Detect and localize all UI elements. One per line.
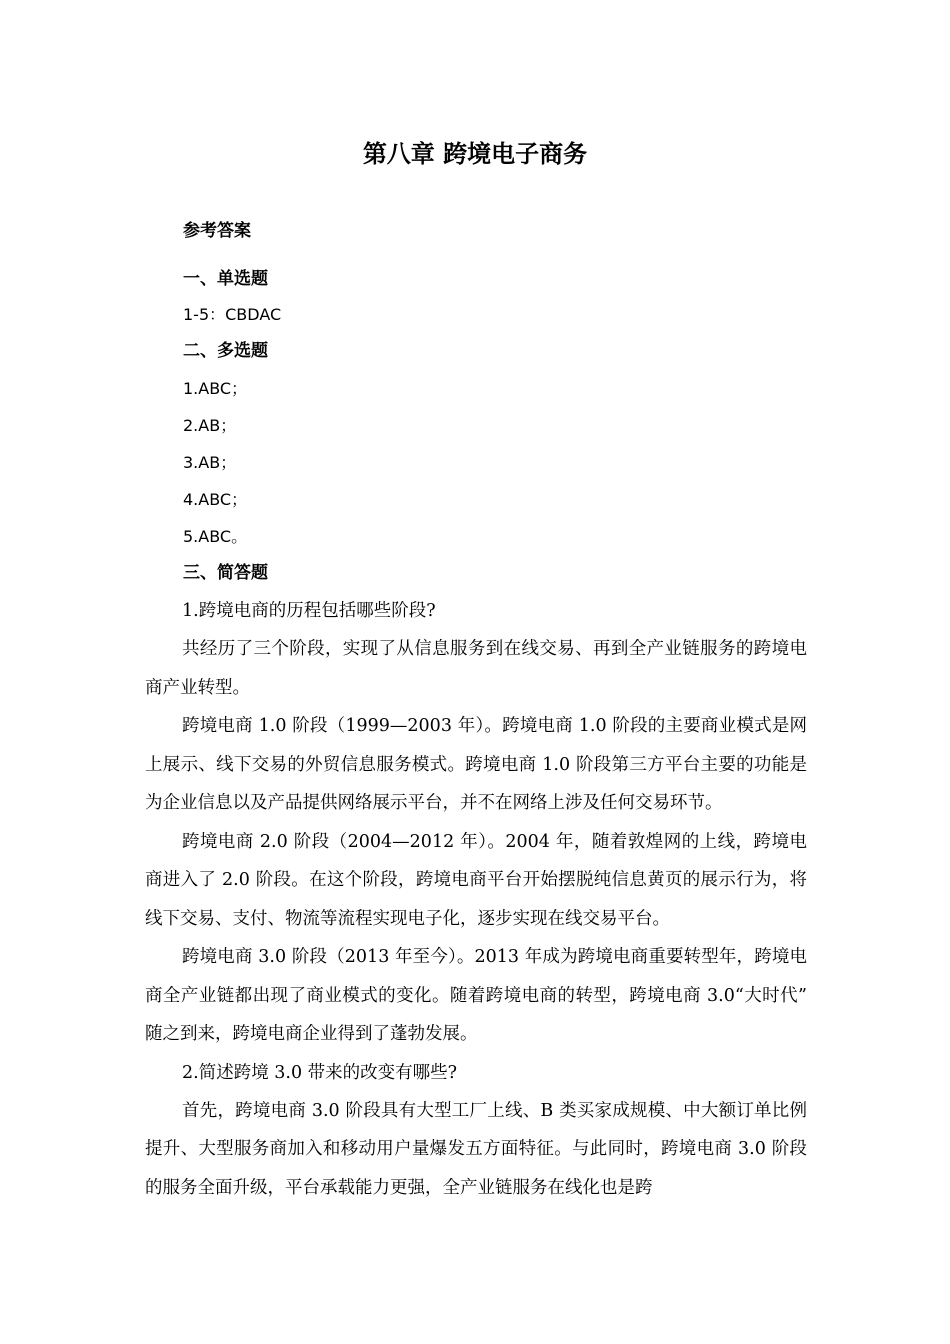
answer-1-paragraph-3: 跨境电商 2.0 阶段（2004—2012 年）。2004 年，随着敦煌网的上线，跨境电商进入了 2.0 阶段。在这个阶段，跨境电商平台开始摆脱纯信息黄页的展示行为，将线下交易、支付、物流等流程实现电子化，逐步实现在线交易平台。 — [145, 831, 807, 929]
multi-choice-answer-5: 5.ABC。 — [183, 527, 248, 546]
single-choice-answers: 1-5：CBDAC — [183, 305, 282, 324]
multi-choice-answer-1: 1.ABC； — [183, 379, 248, 398]
question-2: 2.简述跨境 3.0 带来的改变有哪些? — [182, 1062, 458, 1083]
reference-answer-heading: 参考答案 — [183, 221, 251, 241]
single-choice-heading: 一、单选题 — [183, 269, 268, 289]
answer-1-paragraph-2: 跨境电商 1.0 阶段（1999—2003 年）。跨境电商 1.0 阶段的主要商业模式是网上展示、线下交易的外贸信息服务模式。跨境电商 1.0 阶段第三方平台主要的功能是为企业信息以及产品提供网络展示平台，并不在网络上涉及任何交易环节。 — [145, 716, 807, 813]
multi-choice-answer-2: 2.AB； — [183, 416, 237, 435]
answer-2-paragraph-1: 首先，跨境电商 3.0 阶段具有大型工厂上线、B 类买家成规模、中大额订单比例提升、大型服务商加入和移动用户量爆发五方面特征。与此同时，跨境电商 3.0 阶段的服务全面升级，平台承载能力更强，全产业链服务在线化也是跨 — [145, 1100, 807, 1198]
short-answer-heading: 三、简答题 — [183, 563, 268, 583]
multi-choice-answer-3: 3.AB； — [183, 453, 237, 472]
page-title: 第八章 跨境电子商务 — [362, 140, 588, 168]
document-body — [145, 213, 807, 1207]
answer-1-paragraph-4: 跨境电商 3.0 阶段（2013 年至今）。2013 年成为跨境电商重要转型年，跨境电商全产业链都出现了商业模式的变化。随着跨境电商的转型，跨境电商 3.0“大时代” 随之到来，跨境电商企业得到了蓬勃发展。 — [145, 947, 807, 1044]
multi-choice-heading: 二、多选题 — [183, 341, 268, 361]
answer-1-paragraph-1: 共经历了三个阶段，实现了从信息服务到在线交易、再到全产业链服务的跨境电商产业转型。 — [145, 639, 807, 698]
multi-choice-answer-4: 4.ABC； — [183, 490, 248, 509]
question-1: 1.跨境电商的历程包括哪些阶段? — [182, 601, 436, 621]
